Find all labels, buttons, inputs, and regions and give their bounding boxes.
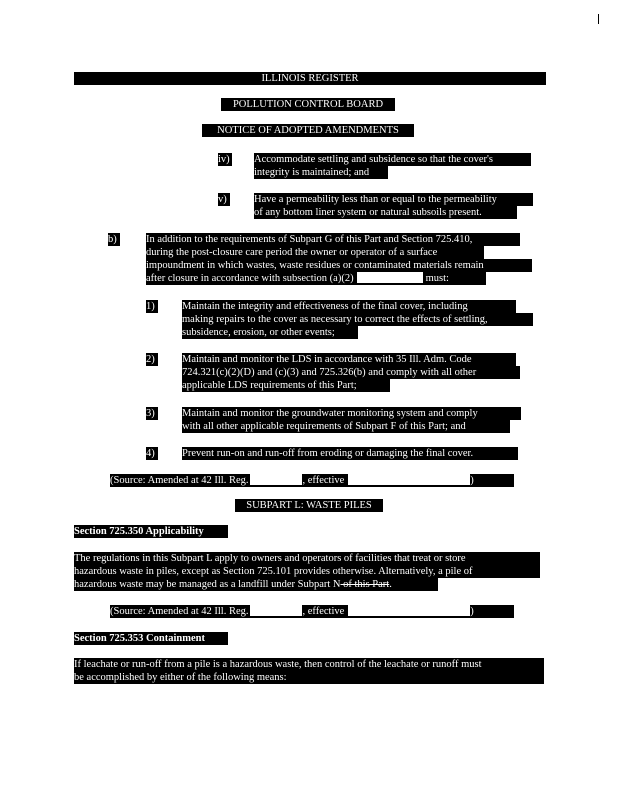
item-b-line4-start: after closure in accordance with subsection (a)(2) (146, 273, 354, 284)
board-title: POLLUTION CONTROL BOARD (221, 98, 395, 111)
item-1-line2: making repairs to the cover as necessary to correct the effects of settling, (182, 313, 533, 326)
section-350-line3-text: hazardous waste may be managed as a landfill under Subpart N (74, 579, 341, 590)
item-b-line2: during the post-closure care period the owner or operator of a surface (146, 246, 484, 259)
section-350-line1: The regulations in this Subpart L apply to owners and operators of facilities that treat or store (74, 552, 540, 565)
redaction-gap (348, 605, 470, 616)
source-note-2-effective: , effective (302, 606, 345, 617)
item-iv-line2: integrity is maintained; and (254, 166, 388, 179)
item-v-line2: of any bottom liner system or natural subsoils present. (254, 206, 517, 219)
item-1-line1: Maintain the integrity and effectiveness of the final cover, including (182, 300, 516, 313)
section-350-heading: Section 725.350 Applicability (74, 525, 228, 538)
source-note-1-effective: , effective (302, 475, 345, 486)
section-353-line1: If leachate or run-off from a pile is a hazardous waste, then control of the leachate or runoff must (74, 658, 544, 671)
item-b-line1: In addition to the requirements of Subpart G of this Part and Section 725.410, (146, 233, 520, 246)
section-353-heading: Section 725.353 Containment (74, 632, 228, 645)
item-b-line4-end: must: (425, 273, 449, 284)
item-b-line3: impoundment in which wastes, waste residues or contaminated materials remain (146, 259, 532, 272)
item-b-label: b) (108, 233, 120, 246)
scan-mark (598, 14, 599, 24)
deleted-text: of this Part (340, 579, 390, 590)
source-note-2-start: (Source: Amended at 42 Ill. Reg. (110, 606, 249, 617)
item-1-line3: subsidence, erosion, or other events; (182, 326, 358, 339)
section-350-line3-period: . (389, 579, 392, 590)
item-3-line2: with all other applicable requirements of Subpart F of this Part; and (182, 420, 510, 433)
section-353-line2: be accomplished by either of the following means: (74, 671, 544, 684)
source-note-2 (110, 605, 514, 618)
subpart-title: SUBPART L: WASTE PILES (235, 499, 383, 512)
redaction-gap (348, 474, 470, 485)
source-note-1 (110, 474, 514, 487)
item-2-line3: applicable LDS requirements of this Part; (182, 379, 390, 392)
source-note-1-end: ) (470, 475, 474, 486)
redaction-gap (250, 605, 302, 616)
item-iv-label: iv) (218, 153, 232, 166)
redaction-gap (357, 272, 423, 283)
item-2-label: 2) (146, 353, 158, 366)
section-350-line3 (74, 578, 438, 591)
item-v-label: v) (218, 193, 230, 206)
notice-title: NOTICE OF ADOPTED AMENDMENTS (202, 124, 414, 137)
item-4-label: 4) (146, 447, 158, 460)
item-1-label: 1) (146, 300, 158, 313)
item-b-line4 (146, 272, 486, 285)
section-350-line2: hazardous waste in piles, except as Section 725.101 provides otherwise. Alternatively, a pile of (74, 565, 540, 578)
source-note-1-start: (Source: Amended at 42 Ill. Reg. (110, 475, 249, 486)
item-v-line1: Have a permeability less than or equal to the permeability (254, 193, 533, 206)
item-2-line1: Maintain and monitor the LDS in accordance with 35 Ill. Adm. Code (182, 353, 516, 366)
redaction-gap (250, 474, 302, 485)
item-iv-line1: Accommodate settling and subsidence so that the cover's (254, 153, 531, 166)
item-3-label: 3) (146, 407, 158, 420)
item-3-line1: Maintain and monitor the groundwater monitoring system and comply (182, 407, 521, 420)
item-2-line2: 724.321(c)(2)(D) and (c)(3) and 725.326(b) and comply with all other (182, 366, 520, 379)
item-4-line1: Prevent run-on and run-off from eroding or damaging the final cover. (182, 447, 518, 460)
source-note-2-end: ) (470, 606, 474, 617)
register-title: ILLINOIS REGISTER (74, 72, 546, 85)
